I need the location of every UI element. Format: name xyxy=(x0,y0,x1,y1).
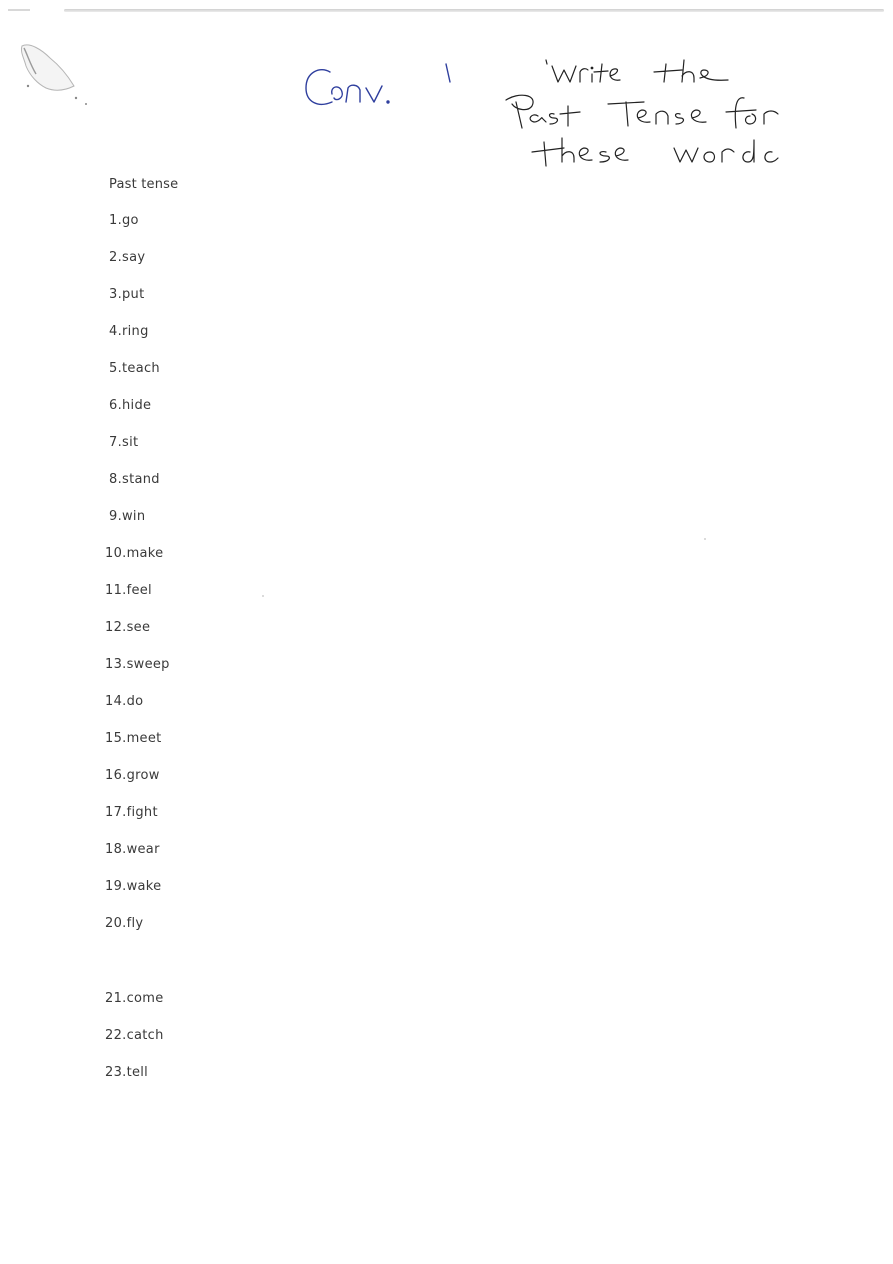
word-item: 5.teach xyxy=(109,361,160,376)
scan-speck xyxy=(262,595,264,597)
word-item: 10.make xyxy=(105,546,164,561)
word-item: 3.put xyxy=(109,287,145,302)
word-item: 11.feel xyxy=(105,583,152,598)
word-item: 1.go xyxy=(109,213,139,228)
word-item: 18.wear xyxy=(105,842,160,857)
scan-speck xyxy=(704,538,706,540)
word-item: 17.fight xyxy=(105,805,158,820)
word-item: 12.see xyxy=(105,620,151,635)
word-item: 21.come xyxy=(105,991,164,1006)
scan-smudge-mark xyxy=(16,40,96,112)
scan-edge-top xyxy=(64,9,884,12)
word-item: 4.ring xyxy=(109,324,149,339)
handwritten-instruction xyxy=(488,52,788,182)
scan-edge-left xyxy=(8,9,30,11)
word-item: 16.grow xyxy=(105,768,160,783)
handwritten-conv-label xyxy=(300,58,460,118)
word-item: 9.win xyxy=(109,509,146,524)
word-item: 15.meet xyxy=(105,731,162,746)
word-item: 8.stand xyxy=(109,472,160,487)
word-item: 19.wake xyxy=(105,879,162,894)
word-item: 13.sweep xyxy=(105,657,170,672)
word-item: 23.tell xyxy=(105,1065,149,1080)
word-item: 20.fly xyxy=(105,916,144,931)
worksheet-title: Past tense xyxy=(109,177,179,192)
word-item: 7.sit xyxy=(109,435,139,450)
word-item: 14.do xyxy=(105,694,144,709)
word-item: 22.catch xyxy=(105,1028,164,1043)
word-item: 2.say xyxy=(109,250,146,265)
word-item: 6.hide xyxy=(109,398,152,413)
